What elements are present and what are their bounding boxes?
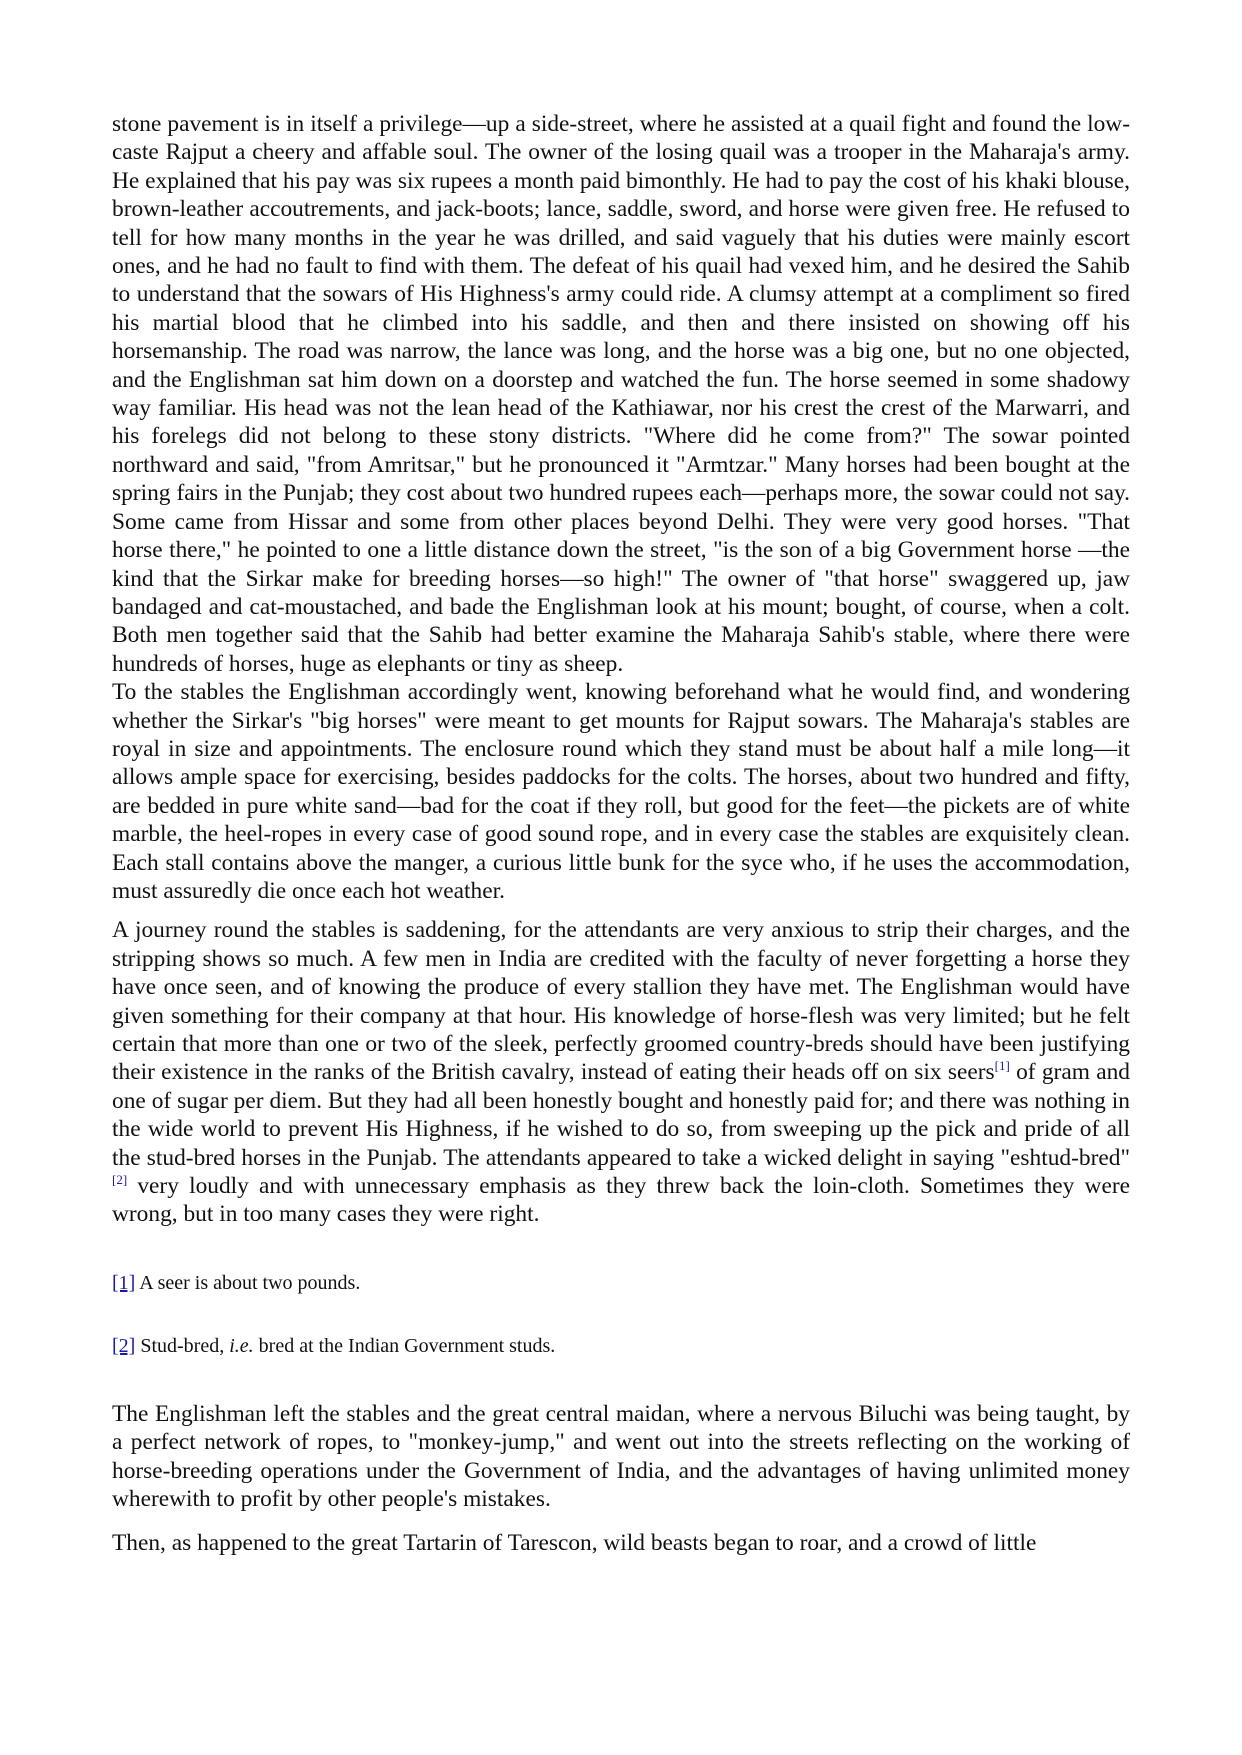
footnote-reference-1[interactable]: [1] [994, 1058, 1010, 1074]
footnote-2-text-before: Stud-bred, [135, 1334, 230, 1357]
footnote-2-link[interactable]: [2] [112, 1334, 136, 1357]
paragraph-stables: To the stables the Englishman accordingly went, knowing beforehand what he would find, and wondering whether the Sirkar's "big horses" were meant to get mounts for Rajput sowars. The Maharaja's stables are royal in size and appointments. The enclosure round which they stand must be about half a mile long—it allows ample space for exercising, besides paddocks for the colts. The horses, about two hundred and fifty, are bedded in pure white sand—bad for the coat if they roll, but good for the feet—the pickets are of white marble, the heel-ropes in every case of good sound rope, and in every case the stables are exquisitely clean. Each stall contains above the manger, a curious little bunk for the syce who, if he uses the accommodation, must assuredly die once each hot weather. [112, 679, 1130, 904]
paragraph-journey-text-2: of gram and one of sugar per diem. But they had all been honestly bought and honestly paid for; and there was nothing in the wide world to prevent His Highness, if he wished to do so, from sweeping up the pick and pride of all the stud-bred horses in the Punjab. The attendants appeared to take a wicked delight in saying "eshtud-bred" [112, 1059, 1130, 1171]
paragraph-journey [112, 916, 1130, 1228]
footnote-reference-2[interactable]: [2] [112, 1172, 128, 1188]
paragraph-tartarin: Then, as happened to the great Tartarin of Tarescon, wild beasts began to roar, and a crowd of little [112, 1530, 1037, 1557]
footnote-2 [112, 1334, 1130, 1358]
paragraph-quail-fight: stone pavement is in itself a privilege—up a side-street, where he assisted at a quail fight and found the low-caste Rajput a cheery and affable soul. The owner of the losing quail was a trooper in the Maharaja's army. He explained that his pay was six rupees a month paid bimonthly. He had to pay the cost of his khaki blouse, brown-leather accoutrements, and jack-boots; lance, saddle, sword, and horse were given free. He refused to tell for how many months in the year he was drilled, and said vaguely that his duties were mainly escort ones, and he had no fault to find with them. The defeat of his quail had vexed him, and he desired the Sahib to understand that the sowars of His Highness's army could ride. A clumsy attempt at a compliment so fired his martial blood that he climbed into his saddle, and then and there insisted on showing off his horsemanship. The road was narrow, the lance was long, and the horse was a big one, but no one objected, and the Englishman sat him down on a doorstep and watched the fun. The horse seemed in some shadowy way familiar. His head was not the lean head of the Kathiawar, nor his crest the crest of the Marwarri, and his forelegs did not belong to these stony districts. "Where did he come from?" The sowar pointed northward and said, "from Amritsar," but he pronounced it "Armtzar." Many horses had been bought at the spring fairs in the Punjab; they cost about two hundred rupees each—perhaps more, the sowar could not say. Some came from Hissar and some from other places beyond Delhi. They were very good horses. "That horse there," he pointed to one a little distance down the street, "is the son of a big Government horse —the kind that the Sirkar make for breeding horses—so high!" The owner of "that horse" swaggered up, jaw bandaged and cat-moustached, and bade the Englishman look at his mount; bought, of course, when a colt. Both men together said that the Sahib had better examine the Maharaja Sahib's stable, where there were hundreds of horses, huge as elephants or tiny as sheep. [112, 111, 1130, 677]
paragraph-journey-text-1: A journey round the stables is saddening, for the attendants are very anxious to strip their charges, and the stripping shows so much. A few men in India are credited with the faculty of never forgetting a horse they have once seen, and of knowing the produce of every stallion they have met. The Englishman would have given something for their company at that hour. His knowledge of horse-flesh was very limited; but he felt certain that more than one or two of the sleek, perfectly groomed country-breds should have been justifying their existence in the ranks of the British cavalry, instead of eating their heads off on six seers [112, 917, 1130, 1086]
footnote-2-italic: i.e. [229, 1334, 254, 1357]
footnote-1 [112, 1271, 1130, 1295]
document-page [112, 110, 1130, 1558]
paragraph-maidan: The Englishman left the stables and the great central maidan, where a nervous Biluchi was being taught, by a perfect network of ropes, to "monkey-jump," and went out into the streets reflecting on the working of horse-breeding operations under the Government of India, and the advantages of having unlimited money wherewith to profit by other people's mistakes. [112, 1400, 1130, 1513]
footnote-1-link[interactable]: [1] [112, 1271, 136, 1294]
paragraph-journey-text-3: very loudly and with unnecessary emphasis as they threw back the loin-cloth. Sometimes they were wrong, but in too many cases they were right. [112, 1173, 1130, 1228]
footnote-2-text-after: bred at the Indian Government studs. [253, 1334, 556, 1357]
footnote-1-text: A seer is about two pounds. [135, 1271, 361, 1294]
footnotes-section [112, 1271, 1130, 1358]
